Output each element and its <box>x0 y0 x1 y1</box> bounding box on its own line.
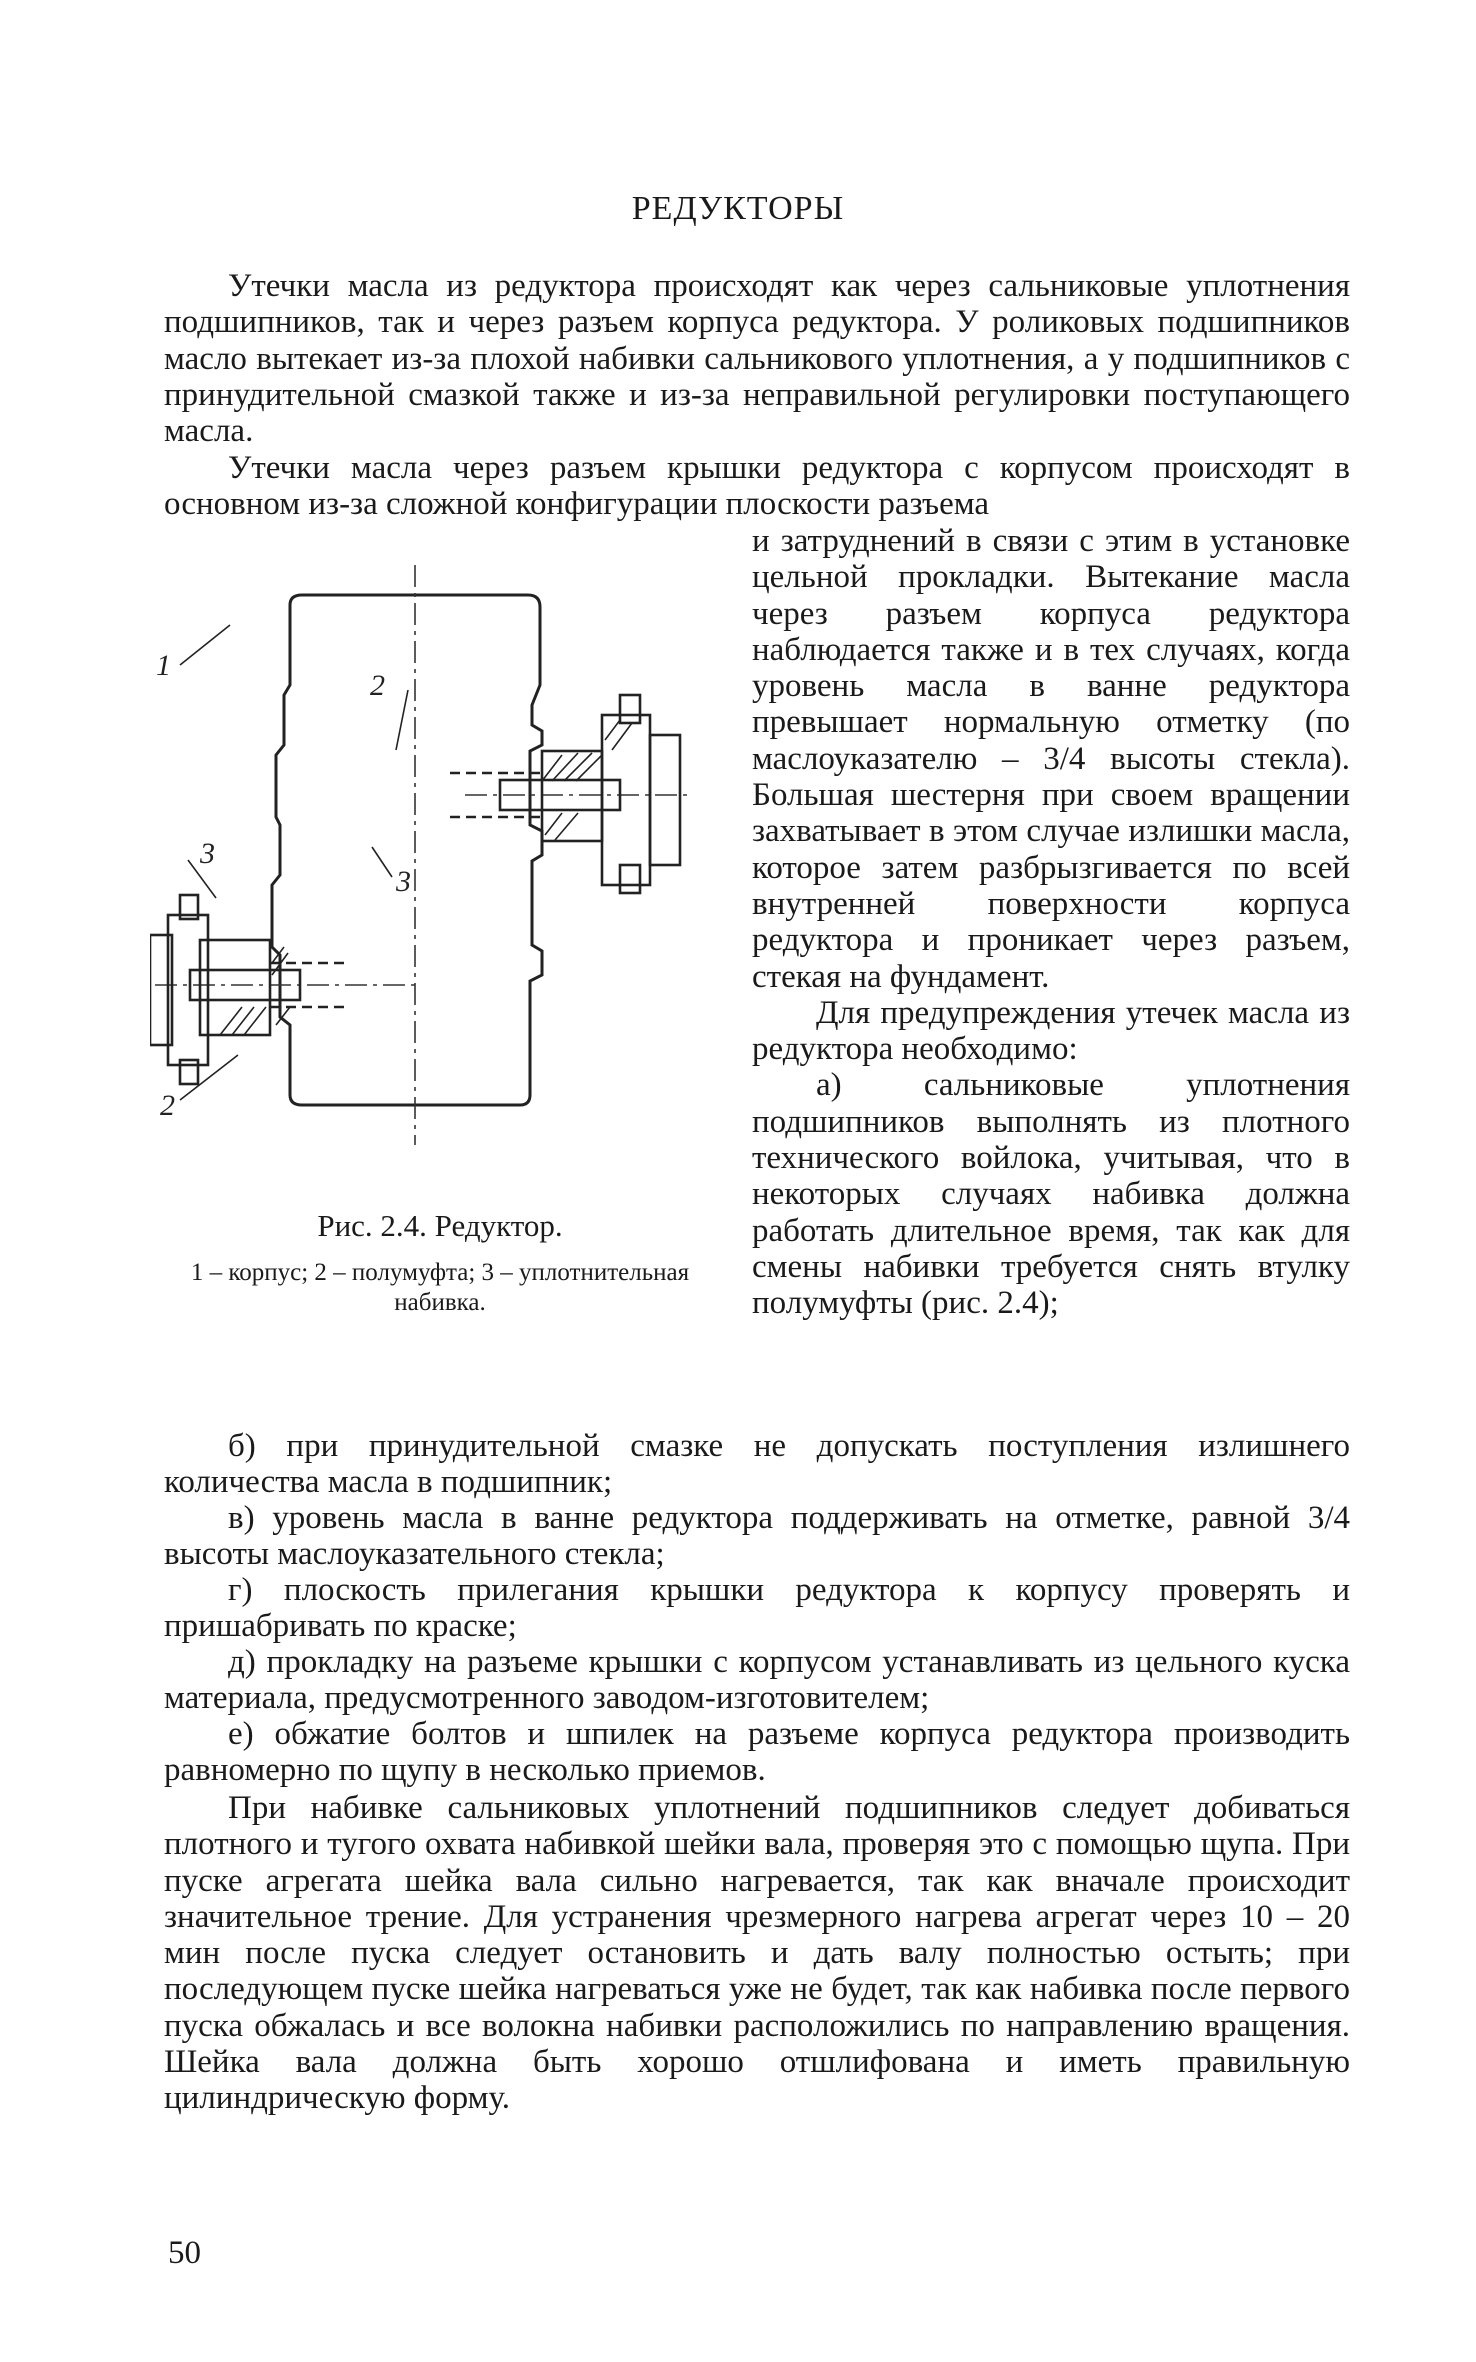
figure-caption-title: Рис. 2.4. Редуктор. <box>317 1208 563 1243</box>
housing-outline <box>272 595 542 1105</box>
list-item-b: б) при принудительной смазке не допускать поступления излишнего количества масла в подшипник; <box>164 1428 1350 1501</box>
upper-coupling <box>450 695 680 893</box>
paragraph-prevention-intro: Для предупреждения утечек масла из редуктора необходимо: <box>752 994 1350 1068</box>
leader-line-1 <box>180 625 230 665</box>
figure-label-seal-right: 3 <box>396 865 411 898</box>
page-title: РЕДУКТОРЫ <box>631 190 845 227</box>
list-item-a: а) сальниковые уплотнения подшипников выполнять из плотного технического войлока, учитывая, что в некоторых случаях набивка должна работать длительное время, так как для смены набивки требуется снять втулку полумуфты (рис. 2.4); <box>752 1067 1350 1322</box>
leader-line-3-right <box>372 847 392 877</box>
right-text-column <box>752 523 1350 1322</box>
page-number: 50 <box>168 2235 201 2271</box>
figure-label-seal-left: 3 <box>200 837 215 870</box>
figure-label-coupling-bottom: 2 <box>160 1089 175 1122</box>
paragraph-leak-joint-continued: и затруднений в связи с этим в установке цельной прокладки. Вытекание масла через разъем корпуса редуктора наблюдается также и в тех случаях, когда уровень масла в ванне редуктора превышает нормальную отметку (по маслоуказателю – 3/4 высоты стекла). Большая шестерня при своем вращении захватывает в этом случае излишки масла, которое затем разбрызгивается по всей внутренней поверхности корпуса редуктора и проникает через разъем, стекая на фундамент. <box>752 523 1350 995</box>
figure-caption-legend: 1 – корпус; 2 – полумуфта; 3 – уплотнительная набивка. <box>190 1259 690 1316</box>
reducer-drawing <box>150 555 710 1155</box>
list-item-g: г) плоскость прилегания крышки редуктора к корпусу проверять и пришабривать по краске; <box>164 1572 1350 1645</box>
leader-line-2-top <box>396 690 408 750</box>
list-item-e: е) обжатие болтов и шпилек на разъеме корпуса редуктора производить равномерно по щупу в несколько приемов. <box>164 1716 1350 1789</box>
paragraph-leak-joint-start: Утечки масла через разъем крышки редуктора с корпусом происходят в основном из-за сложной конфигурации плоскости разъема <box>164 450 1350 523</box>
lower-coupling <box>150 895 350 1084</box>
paragraph-packing: При набивке сальниковых уплотнений подшипников следует добиваться плотного и тугого охвата набивкой шейки вала, проверяя это с помощью щупа. При пуске агрегата шейка вала сильно нагревается, так как вначале происходит значительное трение. Для устранения чрезмерного нагрева агрегат через 10 – 20 мин после пуска следует остановить и дать валу полностью остыть; при последующем пуске шейка нагреваться уже не будет, так как набивка после первого пуска обжалась и все волокна набивки расположились по направлению вращения. Шейка вала должна быть хорошо отшлифована и иметь правильную цилиндрическую форму. <box>164 1790 1350 2117</box>
reducer-figure <box>150 555 710 1155</box>
paragraph-leak-causes: Утечки масла из редуктора происходят как через сальниковые уплотнения подшипников, так и через разъем корпуса редуктора. У роликовых подшипников масло вытекает из-за плохой набивки сальникового уплотнения, а у подшипников с принудительной смазкой также и из-за неправильной регулировки поступающего масла. <box>164 268 1350 450</box>
figure-label-coupling-top: 2 <box>370 669 385 702</box>
list-item-d: д) прокладку на разъеме крышки с корпусом устанавливать из цельного куска материала, предусмотренного заводом-изготовителем; <box>164 1644 1350 1717</box>
list-item-v: в) уровень масла в ванне редуктора поддерживать на отметке, равной 3/4 высоты маслоуказательного стекла; <box>164 1500 1350 1573</box>
figure-label-housing: 1 <box>156 649 171 682</box>
